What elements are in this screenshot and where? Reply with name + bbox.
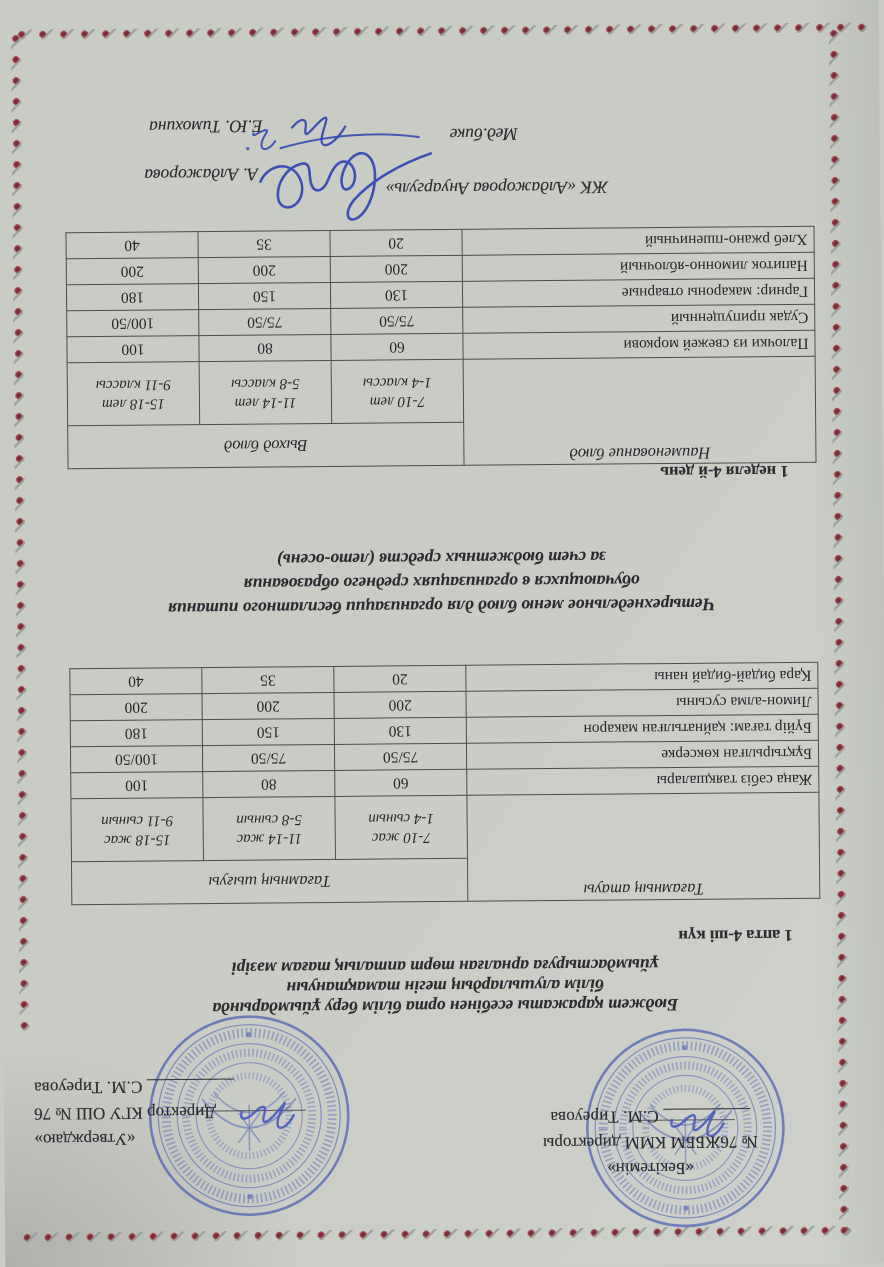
approval-kk-signatory: [500, 1102, 800, 1131]
portion-value: 20: [330, 229, 462, 256]
day-label-ru: 1 неделя 4-й день: [660, 461, 789, 483]
portion-value: 200: [66, 258, 198, 285]
portion-value: 35: [198, 230, 330, 257]
portion-value: 200: [334, 691, 466, 718]
age-group-3-kk: [71, 798, 204, 862]
dish-name: Лимон-алма сусыны: [466, 688, 818, 717]
approval-ru-signatory: [34, 1072, 374, 1101]
portion-value: 20: [334, 665, 466, 692]
age-group-1-ru: [331, 359, 464, 423]
dish-name: Судак припущенный: [463, 304, 815, 333]
approval-kk-name: С.М. Тиреуова: [550, 1107, 659, 1128]
portion-value: 80: [199, 334, 331, 361]
grade-range: 1-4 сынып: [368, 810, 435, 827]
age-range: 11-14 жас: [236, 830, 303, 847]
portion-value: 75/50: [331, 307, 463, 334]
signature-line: __________: [146, 1076, 234, 1097]
portion-value: 100: [67, 336, 199, 363]
dish-name: Хлеб ржано-пшеничный: [462, 226, 814, 255]
menu-title-ru-line3: за счет бюджетных средств (лето-осень): [276, 547, 606, 571]
age-range: 15-18 жас: [103, 831, 171, 848]
approval-block-kk: [500, 1102, 801, 1183]
menu-title-ru-line2: обучающихся в организациях среднего образования: [243, 571, 640, 595]
grade-range: 5-8 сынып: [236, 811, 303, 828]
signoff-role-name: Е.Ю. Тимохина: [149, 116, 263, 138]
portion-value: 35: [202, 666, 334, 693]
menu-title-kk-line2: білім алушылардың тегін тамақтануын: [286, 975, 604, 999]
menu-title-kk-line1: Бюджет қаражаты есебінен орта білім беру ұйымдарында: [212, 994, 679, 1020]
portion-value: 130: [334, 717, 466, 744]
approval-block-ru: [34, 1072, 375, 1153]
menu-title-ru-line1: Четырехнедельное меню блюд для организации бесплатного питания: [167, 594, 716, 620]
portion-value: 100/50: [70, 746, 202, 773]
age-range: 7-10 жас: [371, 829, 431, 846]
dish-name: Қара бидай-бидай наны: [466, 662, 818, 691]
day-label-kk: 1 апта 4-ші күн: [678, 925, 793, 946]
menu-title-ru: [0, 543, 884, 623]
dotted-border-left: [829, 23, 850, 1236]
signoff-org-name: А. Алдажорова: [144, 164, 259, 186]
menu-title-kk: [3, 953, 884, 1021]
grade-range: 1-4 классы: [362, 374, 432, 391]
menu-title-kk-line3: ұйымдастыруға арналған төрт апталық тағам мәзірі: [231, 955, 659, 979]
portion-value: 200: [70, 694, 202, 721]
approval-ru-role: Директор КГУ ОШ № 76: [34, 1102, 217, 1124]
portion-value: 200: [202, 692, 334, 719]
dish-name: Бүйір тағам: қайнатылған макарон: [466, 714, 818, 743]
age-range: 11-14 лет: [234, 394, 297, 411]
portion-value: 150: [202, 718, 334, 745]
portion-value: 40: [70, 668, 202, 695]
table-header-row: [68, 419, 816, 469]
portion-value: 75/50: [202, 744, 334, 771]
column-header-dish-name-ru: Наименование блюд: [463, 356, 816, 465]
signoff-role: Мед.бике: [449, 124, 518, 145]
approval-ru-name: С.М. Тиреуова: [33, 1077, 143, 1098]
portion-value: 60: [331, 333, 463, 360]
signature-line: __________: [663, 1106, 751, 1127]
column-header-output-kk: Тағамның шығуы: [71, 858, 467, 904]
dish-name: Гарнир: макароны отварные: [462, 278, 814, 307]
portion-value: 80: [203, 770, 335, 797]
column-header-output-ru: Выход блюд: [68, 422, 464, 468]
age-group-1-kk: [335, 795, 468, 859]
age-group-3-ru: [67, 362, 200, 426]
dish-name: Бұқтырылған көксерке: [466, 740, 818, 769]
portion-value: 200: [198, 256, 330, 283]
portion-value: 100: [71, 772, 203, 799]
dotted-border-right: [11, 30, 30, 1031]
table-header-row: [71, 855, 819, 905]
age-range: 15-18 лет: [101, 395, 166, 412]
dotted-border-bottom: [11, 22, 867, 39]
handwritten-signature-nurse: [229, 100, 360, 171]
portion-value: 200: [330, 255, 462, 282]
menu-table-ru: [65, 226, 816, 470]
dish-name: Жаңа сәбіз таяқшалары: [467, 766, 819, 795]
portion-value: 75/50: [334, 743, 466, 770]
dish-name: Палочки из свежей моркови: [463, 330, 815, 359]
portion-value: 75/50: [199, 308, 331, 335]
signoff-org: ЖК «Алдажорова Ануаргуль»: [385, 177, 609, 200]
portion-value: 180: [70, 720, 202, 747]
age-group-2-ru: [199, 360, 332, 424]
portion-value: 100/50: [67, 310, 199, 337]
portion-value: 150: [198, 282, 330, 309]
approval-ru-approve: «Утверждаю»: [34, 1129, 136, 1150]
grade-range: 9-11 классы: [95, 376, 171, 394]
menu-table-kk: [69, 662, 820, 906]
portion-value: 40: [66, 232, 198, 259]
portion-value: 60: [335, 769, 467, 796]
grade-range: 9-11 сынып: [101, 812, 174, 829]
portion-value: 180: [66, 284, 198, 311]
approval-kk-role: № 76ЖББМ КММ директоры: [542, 1132, 758, 1154]
column-header-dish-name-kk: Тағамның атауы: [467, 792, 820, 901]
age-range: 7-10 лет: [369, 393, 426, 410]
dish-name: Напиток лимонно-яблочный: [462, 252, 814, 281]
grade-range: 5-8 классы: [230, 375, 300, 392]
portion-value: 130: [330, 281, 462, 308]
approval-kk-approve: «Бекітемін»: [607, 1158, 695, 1179]
age-group-2-kk: [203, 796, 336, 860]
